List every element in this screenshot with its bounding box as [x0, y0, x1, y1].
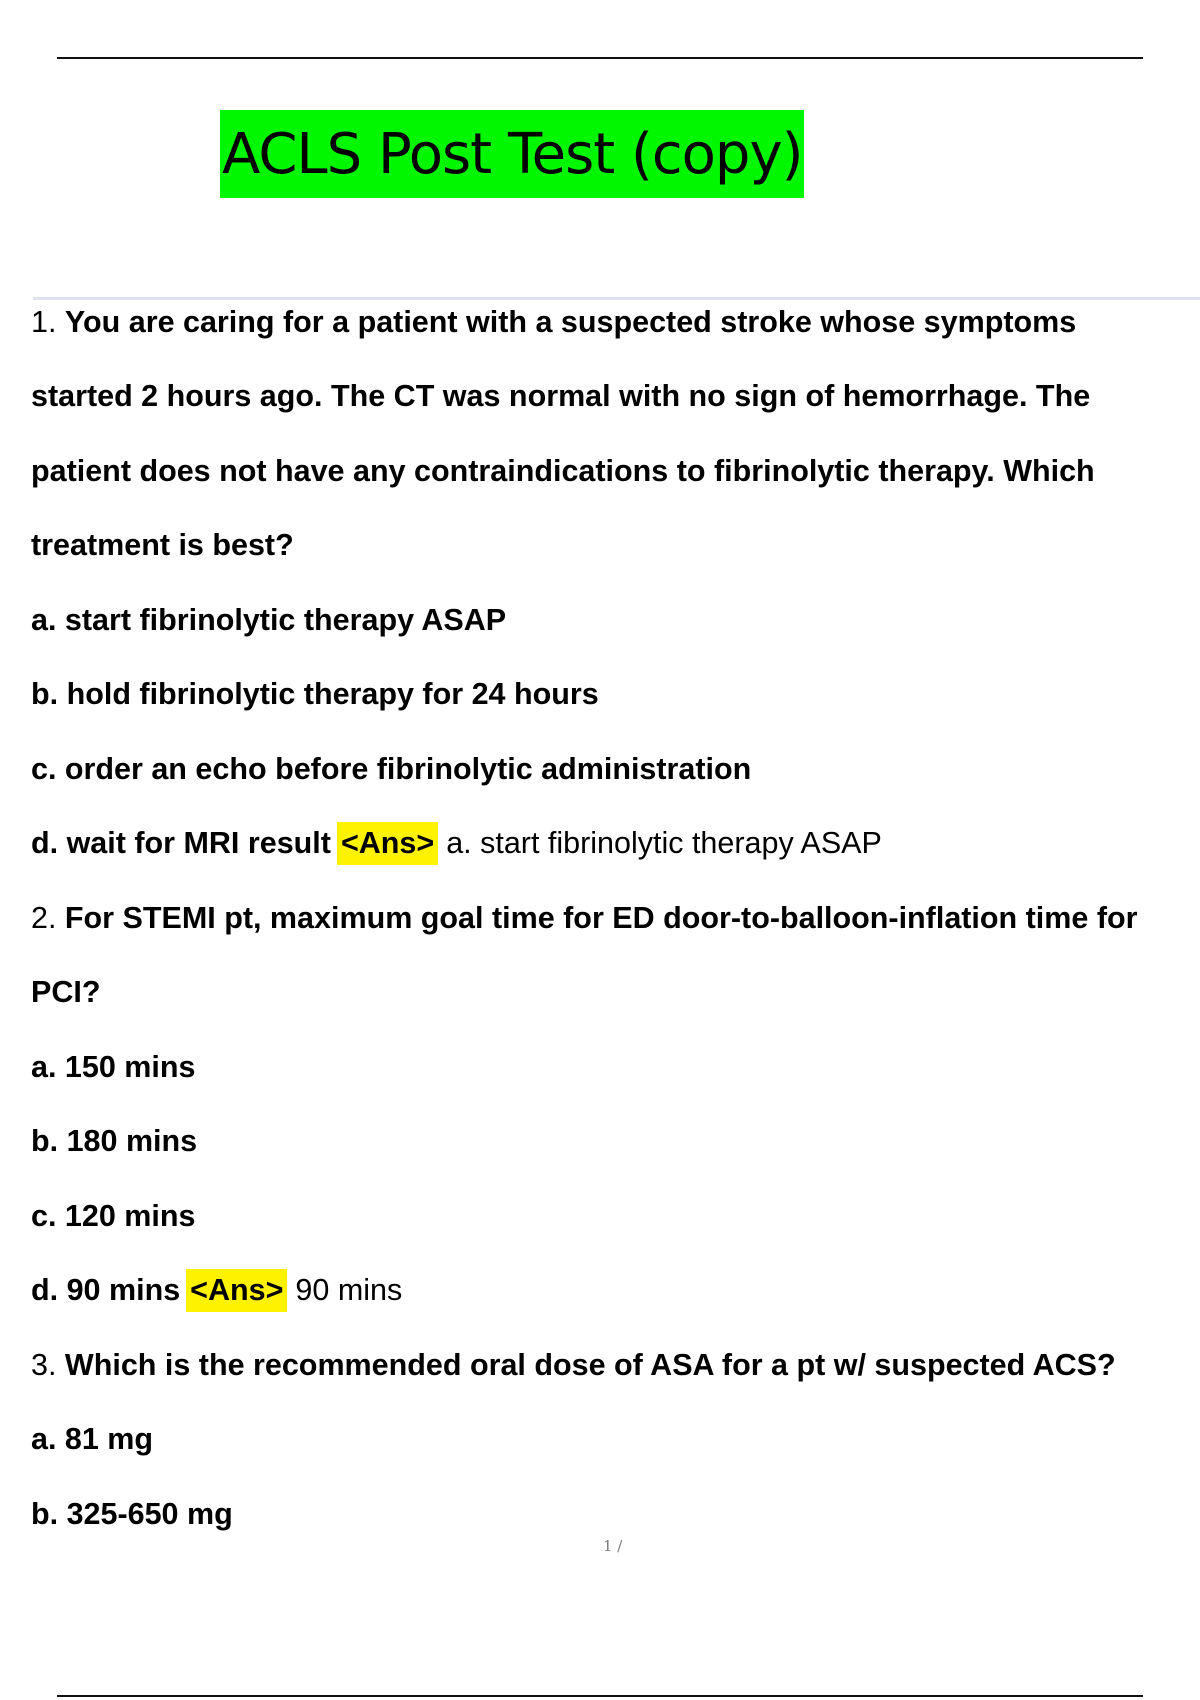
question-2-option-a [31, 1030, 1191, 1105]
option-text: c. 120 mins [31, 1198, 196, 1233]
question-1-text-cont: started 2 hours ago. The CT was normal with no sign of hemorrhage. The [31, 379, 1091, 414]
question-3-text: Which is the recommended oral dose of ASA for a pt w/ suspected ACS? [64, 1347, 1116, 1382]
question-1-option-b [31, 658, 1191, 733]
question-2-line-1 [31, 881, 1191, 956]
answer-text: 90 mins [295, 1273, 403, 1308]
question-1-line-2 [31, 360, 1191, 435]
question-1-text: You are caring for a patient with a suspected stroke whose symptoms [64, 304, 1077, 339]
question-1-line-3 [31, 434, 1191, 509]
page-title: ACLS Post Test (copy) [220, 110, 804, 198]
option-text: b. hold fibrinolytic therapy for 24 hours [31, 677, 599, 712]
question-2-text-cont: PCI? [31, 975, 101, 1010]
question-1-option-c [31, 732, 1191, 807]
question-1-number: 1. [31, 304, 57, 339]
option-text: b. 325-650 mg [31, 1496, 233, 1531]
option-text: d. 90 mins [31, 1273, 181, 1308]
question-1-text-cont: patient does not have any contraindications to fibrinolytic therapy. Which [31, 453, 1095, 488]
option-text: a. 150 mins [31, 1049, 196, 1084]
footer-rule [57, 1695, 1143, 1697]
question-2-line-2 [31, 956, 1191, 1031]
option-text: c. order an echo before fibrinolytic administration [31, 751, 752, 786]
question-1-line-1 [31, 285, 1191, 360]
question-2-text: For STEMI pt, maximum goal time for ED door-to-balloon-inflation time for [64, 900, 1138, 935]
question-1-text-cont: treatment is best? [31, 528, 294, 563]
question-2-number: 2. [31, 900, 57, 935]
answer-tag: <Ans> [337, 822, 438, 865]
question-1-line-4 [31, 509, 1191, 584]
question-3-option-a [31, 1403, 1191, 1478]
question-3-number: 3. [31, 1347, 57, 1382]
option-text: b. 180 mins [31, 1124, 198, 1159]
question-1-option-d [31, 807, 1191, 882]
page-number: 1 / [603, 1537, 623, 1555]
answer-tag: <Ans> [186, 1269, 287, 1312]
question-2-option-c [31, 1179, 1191, 1254]
answer-text: a. start fibrinolytic therapy ASAP [446, 826, 882, 861]
option-text: d. wait for MRI result [31, 826, 331, 861]
option-text: a. start fibrinolytic therapy ASAP [31, 602, 507, 637]
question-2-option-b [31, 1105, 1191, 1180]
option-text: a. 81 mg [31, 1422, 154, 1457]
question-1-option-a [31, 583, 1191, 658]
question-2-option-d [31, 1254, 1191, 1329]
header-rule [57, 57, 1143, 59]
question-3-line-1 [31, 1328, 1191, 1403]
questions-list [31, 285, 1191, 1552]
